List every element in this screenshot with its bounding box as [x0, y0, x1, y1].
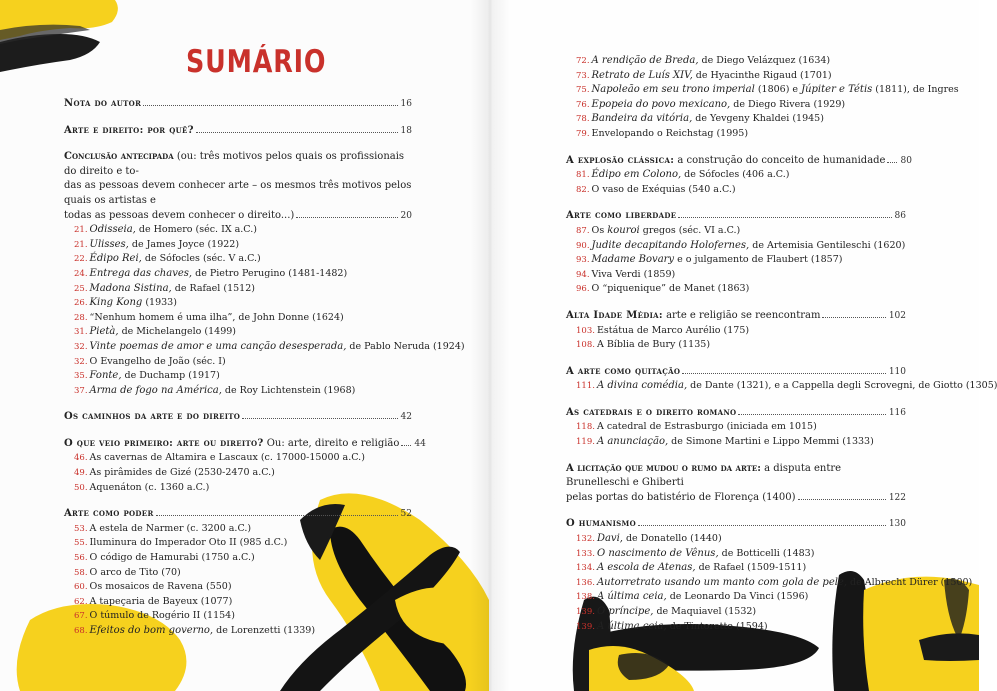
section-title: Arte e direito: por quê?	[64, 124, 194, 136]
toc-section[interactable]	[566, 309, 906, 324]
dot-leader	[738, 414, 885, 415]
toc-item[interactable]	[64, 223, 412, 238]
item-work-title: A anunciação,	[596, 436, 669, 448]
page-number: 52	[400, 509, 412, 520]
item-description: Viva Verdi (1859)	[591, 268, 676, 280]
item-page-number: 25.	[74, 283, 88, 294]
toc-item[interactable]	[64, 566, 412, 581]
toc-item[interactable]	[566, 69, 906, 84]
item-page-number: 94.	[576, 269, 590, 280]
item-page-number: 32.	[74, 356, 88, 367]
toc-section[interactable]	[566, 154, 912, 169]
item-page-number: 93.	[576, 255, 590, 266]
item-description: de Rafael (1509-1511)	[695, 562, 807, 574]
toc-item[interactable]	[566, 54, 906, 69]
toc-section[interactable]	[566, 209, 906, 224]
toc-section[interactable]	[64, 437, 426, 452]
section-title: A explosão clássica:	[566, 154, 675, 166]
item-description: de Sófocles (séc. V a.C.)	[141, 253, 261, 265]
item-description: de Pietro Perugino (1481-1482)	[192, 267, 348, 279]
item-description: de Duchamp (1917)	[121, 370, 220, 382]
item-page-number: 26.	[74, 298, 88, 309]
item-page-number: 79.	[576, 128, 590, 139]
toc-item[interactable]	[566, 379, 997, 394]
dot-leader	[887, 162, 897, 163]
toc-item[interactable]	[64, 522, 412, 537]
toc-item[interactable]	[566, 561, 906, 576]
item-description: de Maquiavel (1532)	[653, 606, 757, 617]
item-work-title: Vinte poemas de amor e uma canção desesperada,	[89, 340, 347, 352]
toc-item[interactable]	[64, 238, 412, 253]
toc-section[interactable]	[566, 406, 906, 421]
toc-item[interactable]	[64, 340, 465, 355]
item-page-number: 139.	[576, 607, 595, 617]
page-number: 18	[400, 125, 412, 136]
section-subtitle: a disputa entre Brunelleschi e Ghiberti	[566, 462, 842, 489]
toc-item[interactable]	[64, 466, 412, 481]
toc-item[interactable]	[566, 420, 906, 435]
dot-leader	[682, 373, 886, 374]
toc-item[interactable]	[64, 551, 412, 566]
toc-item[interactable]	[566, 253, 906, 268]
item-work-title: A última ceia,	[596, 591, 667, 603]
section-subtitle: Ou: arte, direito e religião	[263, 437, 400, 449]
item-page-number: 35.	[74, 371, 88, 382]
dot-leader	[196, 132, 398, 133]
toc-right	[566, 54, 997, 634]
item-work-title: A divina comédia,	[596, 380, 688, 392]
item-description: de Donatello (1440)	[622, 533, 722, 545]
item-page-number: 139.	[576, 621, 595, 632]
dot-leader	[822, 317, 885, 318]
section-title: Conclusão antecipada	[64, 151, 174, 163]
item-description: Os	[591, 224, 608, 236]
toc-item[interactable]	[566, 239, 906, 254]
item-description: de Lorenzetti (1339)	[213, 625, 316, 636]
toc-item[interactable]	[64, 296, 412, 311]
item-description: de James Joyce (1922)	[128, 238, 240, 250]
section-title: Os caminhos da arte e do direito	[64, 411, 241, 423]
item-description: O código de Hamurabi (1750 a.C.)	[89, 552, 255, 564]
item-description: de Dante (1321), e a Cappella degli Scrovegni, de Giotto (1305)	[687, 380, 997, 392]
item-work-title: Davi,	[596, 533, 623, 545]
section-subtitle: arte e religião se reencontram	[662, 309, 821, 321]
toc-item[interactable]	[64, 267, 412, 282]
toc-item[interactable]	[64, 595, 412, 610]
item-description: de Sófocles (406 a.C.)	[681, 169, 790, 181]
item-page-number: 55.	[74, 538, 88, 549]
page-number: 116	[888, 407, 906, 418]
item-work-title: A escola de Atenas,	[596, 562, 696, 574]
item-description: de Diego Rivera (1929)	[730, 98, 846, 110]
item-description: A catedral de Estrasburgo (iniciada em 1015)	[596, 421, 817, 433]
section-title: A licitação que mudou o rumo da arte:	[566, 462, 761, 474]
item-work-title: Júpiter e Tétis	[801, 84, 873, 96]
section-subtitle-line: todas as pessoas devem conhecer o direito...)	[64, 209, 295, 221]
item-page-number: 37.	[74, 385, 88, 396]
toc-item[interactable]	[566, 127, 906, 142]
item-description: A tapeçaria de Bayeux (1077)	[89, 595, 233, 607]
item-page-number: 136.	[576, 577, 595, 588]
dot-leader	[143, 105, 397, 106]
item-work-title: Ulisses,	[89, 238, 129, 250]
item-description: de Botticelli (1483)	[718, 547, 815, 559]
toc-item[interactable]	[566, 168, 906, 183]
left-page	[0, 0, 489, 691]
item-page-number: 46.	[74, 453, 88, 464]
right-page	[489, 0, 997, 691]
toc-item[interactable]	[64, 311, 412, 326]
item-page-number: 111.	[576, 381, 595, 392]
toc-section-multiline[interactable]	[566, 462, 906, 506]
item-page-number: 118.	[576, 422, 595, 433]
item-page-number: 132.	[576, 534, 595, 545]
item-page-number: 133.	[576, 548, 595, 559]
item-description: Iluminura do Imperador Oto II (985 d.C.)	[89, 537, 288, 549]
item-description: (1811), de Ingres	[872, 84, 959, 96]
toc-item[interactable]	[566, 590, 906, 605]
item-description: O vaso de Exéquias (540 a.C.)	[591, 183, 736, 195]
item-page-number: 32.	[74, 341, 88, 352]
item-work-title: Fonte,	[89, 370, 122, 382]
item-page-number: 78.	[576, 114, 590, 125]
item-description: de Hyacinthe Rigaud (1701)	[692, 69, 832, 81]
item-page-number: 22.	[74, 254, 88, 265]
page-title: SUMÁRIO	[186, 44, 327, 80]
item-description: de Rafael (1512)	[171, 282, 255, 294]
toc-item[interactable]	[64, 369, 412, 384]
item-page-number: 75.	[576, 85, 590, 96]
toc-item[interactable]	[566, 268, 906, 283]
toc-item[interactable]	[64, 580, 412, 595]
section-title: Arte como poder	[64, 508, 154, 520]
toc-item[interactable]	[566, 435, 906, 450]
item-description: (1806) e	[754, 84, 802, 96]
dot-leader	[638, 525, 886, 526]
toc-item[interactable]	[64, 609, 412, 624]
item-work-title: A rendição de Breda,	[591, 55, 699, 66]
item-page-number: 90.	[576, 240, 590, 251]
toc-item[interactable]	[566, 576, 973, 591]
item-page-number: 108.	[576, 340, 595, 351]
toc-section[interactable]	[566, 517, 906, 532]
item-work-title: Odisseia,	[89, 224, 136, 236]
item-page-number: 21.	[74, 225, 88, 236]
item-page-number: 28.	[74, 312, 88, 323]
item-description: de Tintoretto (1594)	[666, 620, 768, 632]
item-description: de Homero (séc. IX a.C.)	[135, 224, 257, 236]
item-page-number: 103.	[576, 325, 595, 336]
section-title: A arte como quitação	[566, 365, 681, 377]
item-work-title: Bandeira da vitória,	[591, 113, 693, 125]
item-page-number: 56.	[74, 553, 88, 564]
toc-item[interactable]	[566, 224, 906, 239]
dot-leader	[798, 499, 886, 500]
toc-item[interactable]	[566, 338, 906, 353]
item-description: O túmulo de Rogério II (1154)	[89, 610, 235, 622]
page-number: 122	[888, 492, 906, 503]
page-number: 16	[400, 99, 412, 109]
toc-section[interactable]	[64, 507, 412, 522]
item-description: A Bíblia de Bury (1135)	[596, 339, 711, 351]
item-page-number: 31.	[74, 327, 88, 338]
item-description: de Diego Velázquez (1634)	[698, 55, 831, 66]
item-description: A estela de Narmer (c. 3200 a.C.)	[89, 522, 252, 534]
item-work-title: Epopeia do povo mexicano,	[591, 98, 731, 110]
item-description: de Simone Martini e Lippo Memmi (1333)	[668, 436, 874, 448]
item-work-title: A última ceia,	[596, 620, 667, 632]
toc-section-multiline[interactable]	[64, 150, 412, 223]
toc-item[interactable]	[64, 624, 412, 639]
page-number: 20	[400, 210, 412, 221]
item-page-number: 72.	[576, 56, 590, 66]
page-number: 44	[414, 438, 426, 449]
toc-item[interactable]	[566, 183, 906, 198]
gutter-shadow	[470, 0, 510, 691]
section-title: O humanismo	[566, 518, 636, 530]
item-page-number: 138.	[576, 592, 595, 603]
item-description: de Leonardo Da Vinci (1596)	[666, 591, 809, 603]
item-description: de Roy Lichtenstein (1968)	[221, 384, 356, 396]
toc-item[interactable]	[566, 112, 906, 127]
item-description: O Evangelho de João (séc. I)	[89, 355, 226, 367]
item-description: Os mosaicos de Ravena (550)	[89, 581, 232, 593]
item-work-title: King Kong	[89, 297, 143, 309]
toc-item[interactable]	[566, 532, 906, 547]
section-title: Nota do autor	[64, 98, 142, 109]
item-page-number: 87.	[576, 225, 590, 236]
toc-item[interactable]	[566, 605, 906, 620]
item-description: Envelopando o Reichstag (1995)	[591, 127, 749, 139]
dot-leader	[401, 445, 411, 446]
item-description: Aquenáton (c. 1360 a.C.)	[89, 481, 210, 493]
toc-item[interactable]	[64, 325, 412, 340]
toc-item[interactable]	[64, 384, 412, 399]
item-work-title: Efeitos do bom governo,	[89, 625, 214, 636]
item-description: e o julgamento de Flaubert (1857)	[674, 254, 843, 266]
item-work-title: Entrega das chaves,	[89, 267, 193, 279]
section-subtitle-line: (ou: três motivos pelos quais os profissionais do direito e to-	[64, 151, 405, 177]
toc-item[interactable]	[64, 252, 412, 267]
page-number: 130	[888, 519, 906, 530]
item-description: O arco de Tito (70)	[89, 566, 181, 578]
item-work-title: O nascimento de Vênus,	[596, 547, 719, 559]
dot-leader	[678, 217, 891, 218]
item-description: O “piquenique” de Manet (1863)	[591, 283, 750, 295]
item-page-number: 67.	[74, 611, 88, 622]
toc-item[interactable]	[64, 451, 412, 466]
item-description: de Artemisia Gentileschi (1620)	[749, 239, 906, 251]
section-subtitle-line: das as pessoas devem conhecer arte – os mesmos três motivos pelos quais os artistas e	[64, 180, 412, 206]
toc-item[interactable]	[64, 355, 412, 370]
item-page-number: 58.	[74, 567, 88, 578]
item-description: “Nenhum homem é uma ilha”, de John Donne (1624)	[89, 311, 344, 323]
item-description: (1933)	[142, 297, 177, 309]
section-title: Alta Idade Média:	[566, 309, 663, 321]
item-work-title: Napoleão em seu trono imperial	[591, 84, 755, 96]
section-title: O que veio primeiro: arte ou direito?	[64, 437, 264, 449]
section-title: As catedrais e o direito romano	[566, 406, 737, 418]
dot-leader	[156, 515, 398, 516]
item-page-number: 76.	[576, 99, 590, 110]
item-description: de Yevgeny Khaldei (1945)	[692, 113, 824, 125]
item-description: As cavernas de Altamira e Lascaux (c. 17000-15000 a.C.)	[89, 452, 365, 464]
toc-section[interactable]	[64, 124, 412, 139]
item-page-number: 119.	[576, 437, 595, 448]
page-number: 42	[400, 412, 412, 423]
toc-item[interactable]	[566, 98, 906, 113]
toc-item[interactable]	[64, 536, 412, 551]
item-page-number: 21.	[74, 239, 88, 250]
page-number: 110	[888, 366, 906, 377]
item-work-title: Édipo Rei,	[89, 253, 142, 265]
item-page-number: 81.	[576, 170, 590, 181]
item-work-title: Arma de fogo na América,	[89, 384, 222, 396]
page-number: 80	[900, 155, 912, 166]
item-work-title: Autorretrato usando um manto com gola de pele,	[596, 576, 848, 588]
toc-left	[64, 97, 465, 639]
item-description: de Pablo Neruda (1924)	[346, 340, 465, 352]
item-page-number: 60.	[74, 582, 88, 593]
item-page-number: 50.	[74, 482, 88, 493]
toc-section[interactable]	[64, 97, 412, 112]
item-page-number: 96.	[576, 284, 590, 295]
item-work-title: Pietà,	[89, 326, 119, 338]
item-description: As pirâmides de Gizé (2530-2470 a.C.)	[89, 467, 275, 479]
toc-section[interactable]	[64, 410, 412, 425]
dot-leader	[242, 418, 397, 419]
item-description: de Albrecht Dürer (1500)	[847, 576, 973, 588]
item-work-title: Madona Sistina,	[89, 282, 172, 294]
item-description: de Michelangelo (1499)	[118, 326, 237, 338]
item-work-title: Madame Bovary	[591, 254, 675, 266]
item-page-number: 62.	[74, 596, 88, 607]
toc-item[interactable]	[64, 481, 412, 496]
toc-item[interactable]	[566, 83, 959, 98]
item-description: gregos (séc. VI a.C.)	[639, 224, 741, 236]
toc-item[interactable]	[566, 324, 906, 339]
item-page-number: 53.	[74, 523, 88, 534]
dot-leader	[296, 217, 397, 218]
toc-item[interactable]	[566, 547, 906, 562]
page-number: 102	[888, 310, 906, 321]
item-page-number: 73.	[576, 70, 590, 81]
section-title: Arte como liberdade	[566, 210, 677, 222]
item-work-title: kouroi	[607, 224, 640, 236]
item-page-number: 82.	[576, 184, 590, 195]
section-subtitle-line: pelas portas do batistério de Florença (1400)	[566, 491, 796, 503]
toc-item[interactable]	[566, 620, 906, 635]
toc-item[interactable]	[64, 282, 412, 297]
item-work-title: Retrato de Luís XIV,	[591, 69, 693, 81]
item-page-number: 68.	[74, 626, 88, 636]
item-work-title: O príncipe,	[596, 606, 654, 617]
item-description: Estátua de Marco Aurélio (175)	[596, 324, 750, 336]
toc-item[interactable]	[566, 282, 906, 297]
item-work-title: Judite decapitando Holofernes,	[591, 239, 750, 251]
item-page-number: 49.	[74, 468, 88, 479]
section-subtitle: a construção do conceito de humanidade	[674, 154, 886, 166]
item-work-title: Édipo em Colono,	[591, 169, 682, 181]
item-page-number: 24.	[74, 268, 88, 279]
toc-section[interactable]	[566, 365, 906, 380]
page-number: 86	[894, 211, 906, 222]
item-page-number: 134.	[576, 563, 595, 574]
